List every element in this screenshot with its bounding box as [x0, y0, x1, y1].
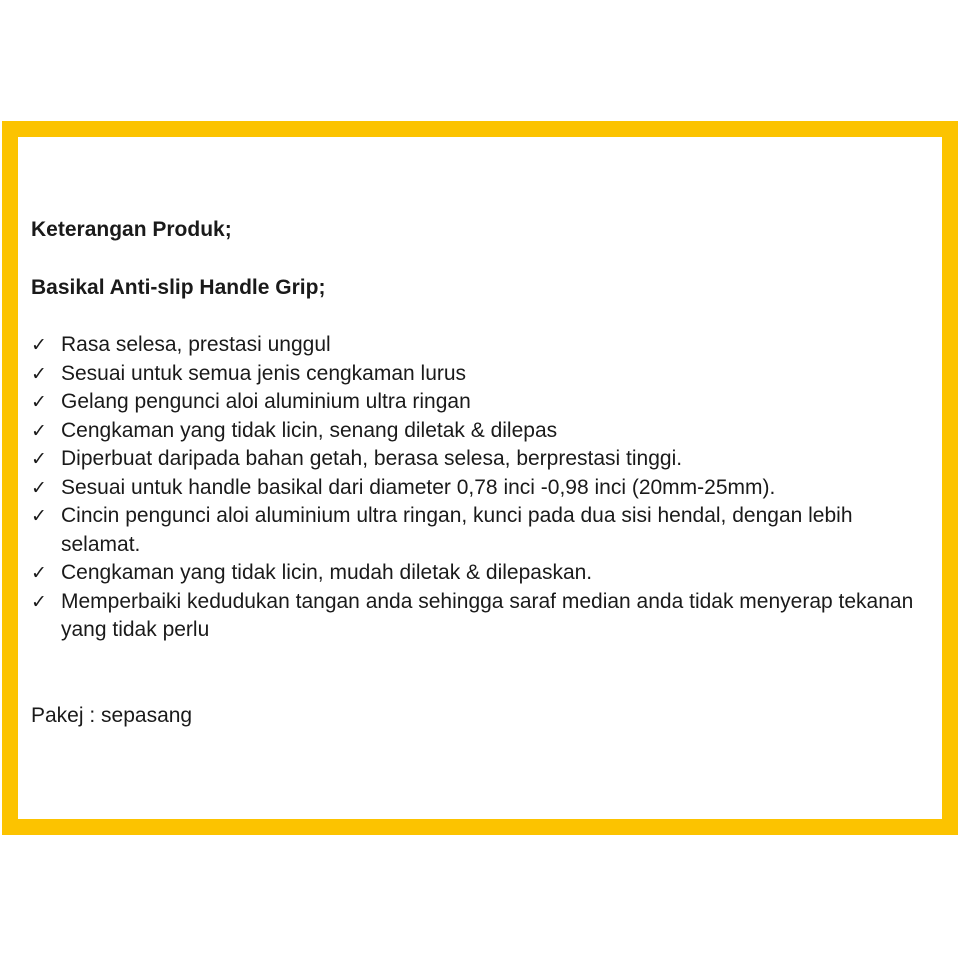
checkmark-icon: ✓ — [31, 391, 47, 413]
checkmark-icon: ✓ — [31, 362, 47, 385]
list-item — [31, 360, 931, 389]
spacer — [31, 302, 931, 331]
feature-text: Diperbuat daripada bahan getah, berasa selesa, berprestasi tinggi. — [61, 447, 683, 470]
package-info: Pakej : sepasang — [31, 703, 193, 727]
heading-product-name: Basikal Anti-slip Handle Grip; — [31, 275, 326, 299]
list-item — [31, 388, 931, 417]
list-item — [31, 331, 931, 360]
product-description — [31, 216, 931, 751]
feature-text: Cincin pengunci aloi aluminium ultra ringan, kunci pada dua sisi hendal, dengan lebih selamat. — [61, 504, 853, 556]
checkmark-icon: ✓ — [31, 590, 47, 613]
list-item — [31, 417, 931, 446]
feature-text: Memperbaiki kedudukan tangan anda sehingga saraf median anda tidak menyerap tekanan yang tidak perlu — [61, 589, 914, 641]
checkmark-icon: ✓ — [31, 562, 47, 584]
list-item — [31, 445, 931, 474]
spacer — [31, 245, 931, 274]
checkmark-icon: ✓ — [31, 476, 47, 499]
feature-text: Sesuai untuk semua jenis cengkaman lurus — [61, 361, 467, 385]
feature-text: Cengkaman yang tidak licin, senang diletak & dilepas — [61, 418, 558, 442]
feature-text: Sesuai untuk handle basikal dari diameter 0,78 inci -0,98 inci (20mm-25mm). — [61, 475, 776, 499]
feature-text: Cengkaman yang tidak licin, mudah diletak & dilepaskan. — [61, 561, 593, 584]
feature-list — [31, 331, 931, 645]
list-item — [31, 559, 931, 588]
heading-keterangan-produk: Keterangan Produk; — [31, 218, 232, 241]
checkmark-icon: ✓ — [31, 334, 47, 356]
list-item — [31, 474, 931, 503]
checkmark-icon: ✓ — [31, 448, 47, 470]
feature-text: Rasa selesa, prestasi unggul — [61, 333, 331, 356]
list-item — [31, 502, 931, 559]
checkmark-icon: ✓ — [31, 419, 47, 442]
list-item — [31, 588, 931, 645]
checkmark-icon: ✓ — [31, 505, 47, 527]
feature-text: Gelang pengunci aloi aluminium ultra ringan — [61, 390, 471, 413]
